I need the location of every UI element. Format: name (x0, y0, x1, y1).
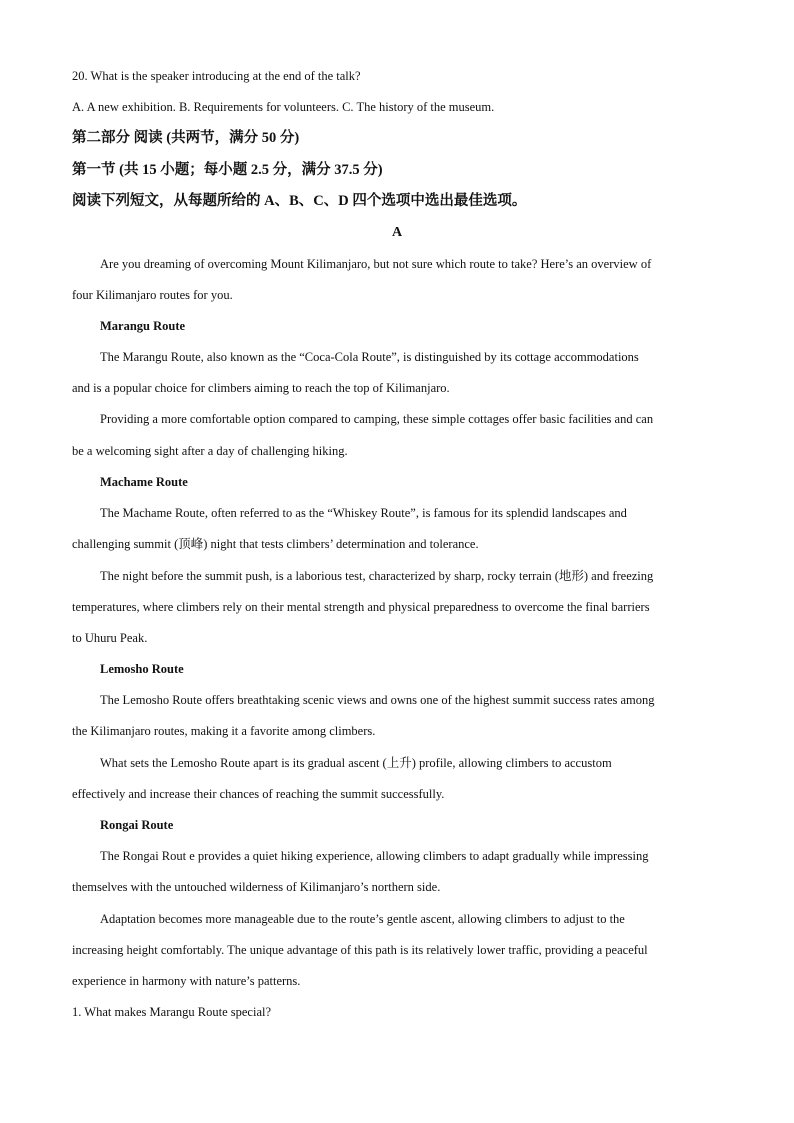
paragraph-line: to Uhuru Peak. (72, 631, 148, 645)
question-20-options: A. A new exhibition. B. Requirements for volunteers. C. The history of the museum. (72, 100, 495, 114)
question-1: 1. What makes Marangu Route special? (72, 1005, 272, 1019)
paragraph-line: The Machame Route, often referred to as the “Whiskey Route”, is famous for its splendid landscapes and (100, 506, 627, 520)
paragraph-line: experience in harmony with nature’s patterns. (72, 974, 301, 988)
intro-line: four Kilimanjaro routes for you. (72, 288, 233, 302)
question-20: 20. What is the speaker introducing at the end of the talk? (72, 69, 361, 83)
paragraph-line: Providing a more comfortable option compared to camping, these simple cottages offer basic facilities and can (100, 412, 654, 426)
lemosho-heading: Lemosho Route (100, 662, 184, 676)
paragraph-line: and is a popular choice for climbers aiming to reach the top of Kilimanjaro. (72, 381, 450, 395)
part2-header: 第二部分 阅读 (共两节，满分 50 分) (72, 130, 300, 146)
rongai-heading: Rongai Route (100, 818, 174, 832)
paragraph-line: temperatures, where climbers rely on their mental strength and physical preparedness to overcome the final barriers (72, 600, 650, 614)
reading-instruction: 阅读下列短文，从每题所给的 A、B、C、D 四个选项中选出最佳选项。 (72, 193, 527, 209)
intro-line: Are you dreaming of overcoming Mount Kilimanjaro, but not sure which route to take? Here’s an overview of (100, 257, 652, 271)
paragraph-line: increasing height comfortably. The unique advantage of this path is its relatively lower traffic, providing a peaceful (72, 943, 648, 957)
paragraph-line: The Rongai Rout e provides a quiet hiking experience, allowing climbers to adapt gradually while impressing (100, 849, 649, 863)
paragraph-line: be a welcoming sight after a day of challenging hiking. (72, 444, 348, 458)
paragraph-line: challenging summit (顶峰) night that tests climbers’ determination and tolerance. (72, 537, 479, 551)
paragraph-line: effectively and increase their chances of reaching the summit successfully. (72, 787, 445, 801)
paragraph-line: The night before the summit push, is a laborious test, characterized by sharp, rocky terrain (地形) and freezing (100, 569, 654, 583)
paragraph-line: The Lemosho Route offers breathtaking scenic views and owns one of the highest summit success rates among (100, 693, 655, 707)
passage-label: A (391, 225, 403, 240)
paragraph-line: themselves with the untouched wilderness of Kilimanjaro’s northern side. (72, 880, 441, 894)
machame-heading: Machame Route (100, 475, 188, 489)
paragraph-line: Adaptation becomes more manageable due to the route’s gentle ascent, allowing climbers to adjust to the (100, 912, 625, 926)
paragraph-line: the Kilimanjaro routes, making it a favorite among climbers. (72, 724, 376, 738)
paragraph-line: What sets the Lemosho Route apart is its gradual ascent (上升) profile, allowing climbers to accustom (100, 756, 612, 770)
paragraph-line: The Marangu Route, also known as the “Coca-Cola Route”, is distinguished by its cottage accommodations (100, 350, 639, 364)
marangu-heading: Marangu Route (100, 319, 186, 333)
section1-header: 第一节 (共 15 小题；每小题 2.5 分，满分 37.5 分) (72, 162, 383, 178)
